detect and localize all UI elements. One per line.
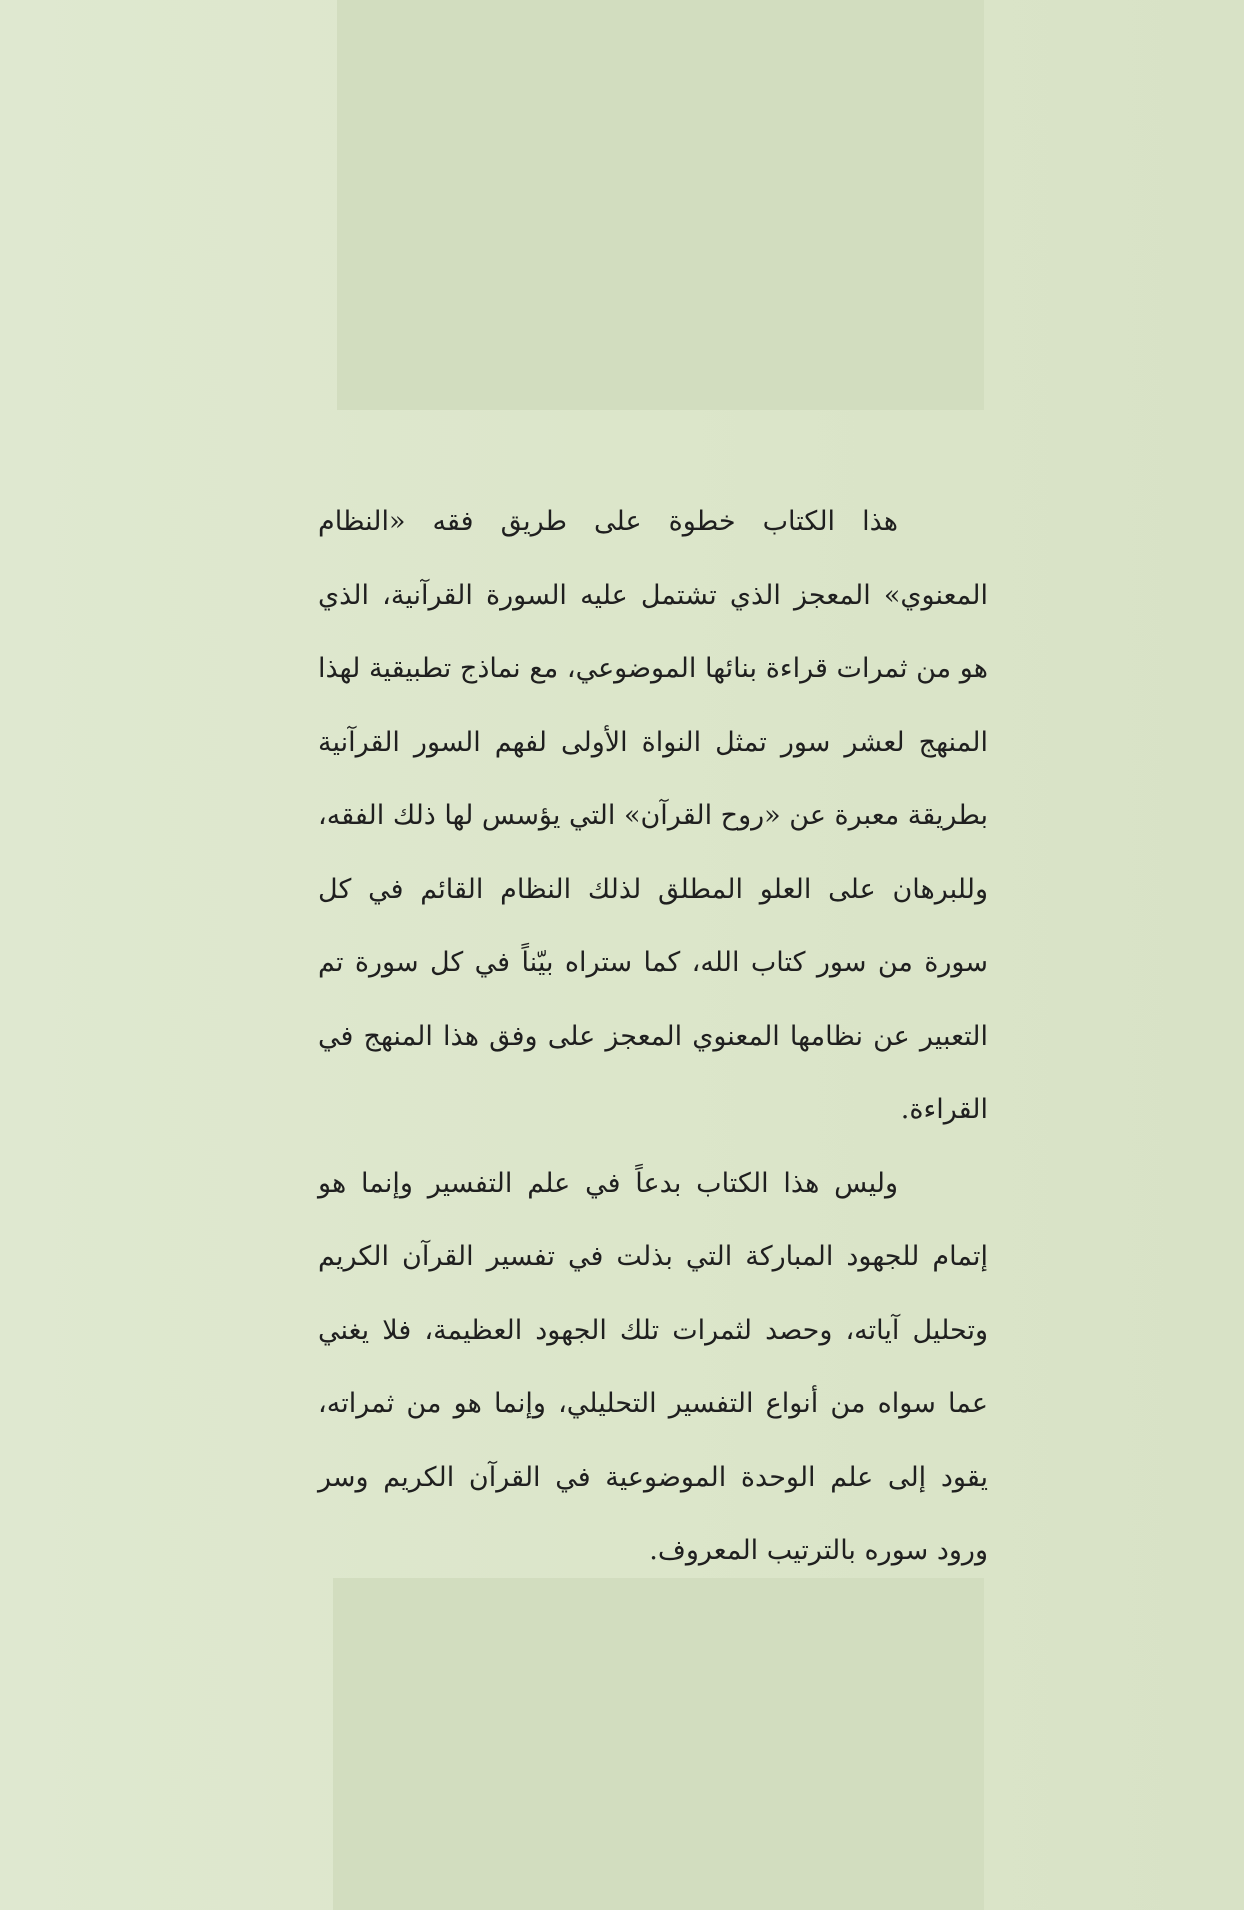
paragraph-1: هذا الكتاب خطوة على طريق فقه «النظام المعنوي» المعجز الذي تشتمل عليه السورة القرآنية، الذي هو من ثمرات قراءة بنائها الموضوعي، مع نماذج تطبيقية لهذا المنهج لعشر سور تمثل النواة الأولى لفهم السور القرآنية بطريقة معبرة عن «روح القرآن» التي يؤسس لها ذلك الفقه، وللبرهان على العلو المطلق لذلك النظام القائم في كل سورة من سور كتاب الله، كما ستراه بيّناً في كل سورة تم التعبير عن نظامها المعنوي المعجز على وفق هذا المنهج في القراءة. xyxy=(318,506,988,1125)
paragraph-2: وليس هذا الكتاب بدعاً في علم التفسير وإنما هو إتمام للجهود المباركة التي بذلت في تفسير القرآن الكريم وتحليل آياته، وحصد لثمرات تلك الجهود العظيمة، فلا يغني عما سواه من أنواع التفسير التحليلي، وإنما هو من ثمراته، يقود إلى علم الوحدة الموضوعية في القرآن الكريم وسر ورود سوره بالترتيب المعروف. xyxy=(318,1167,988,1566)
back-cover-text xyxy=(318,485,988,1588)
decorative-block-bottom xyxy=(333,1578,984,1910)
decorative-block-top xyxy=(337,0,984,410)
